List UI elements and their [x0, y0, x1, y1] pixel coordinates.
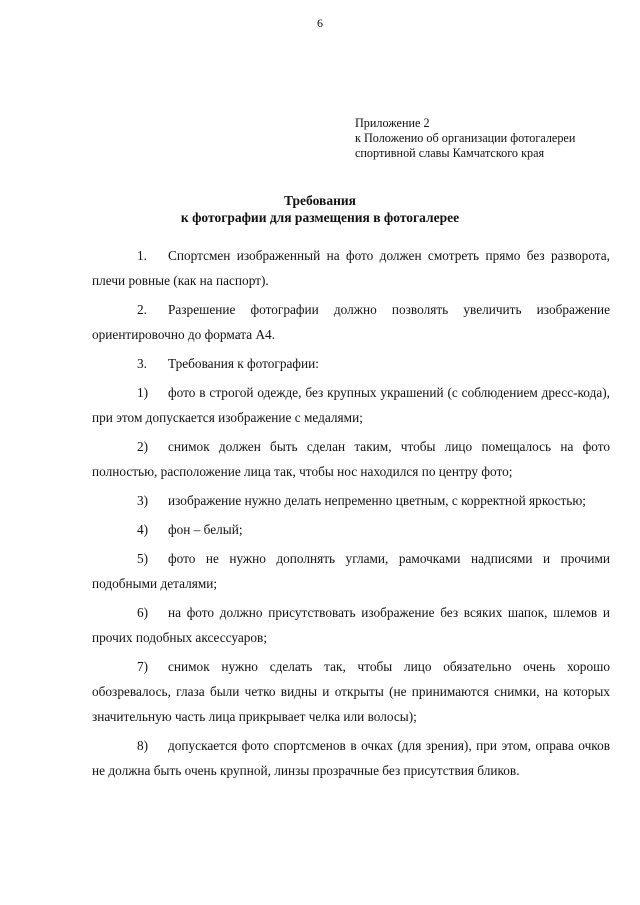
- item-number: 1.: [137, 248, 147, 263]
- list-item: [92, 488, 610, 513]
- item-text: фото не нужно дополнять углами, рамочками надписями и прочими подобными деталями;: [92, 551, 610, 591]
- list-item: [92, 297, 610, 347]
- title-line-1: Требования: [284, 193, 356, 208]
- item-number: 3): [137, 493, 149, 508]
- list-item: [92, 243, 610, 293]
- document-body: [92, 243, 610, 787]
- document-title: [0, 192, 640, 226]
- item-text: допускается фото спортсменов в очках (для зрения), при этом, оправа очков не должна быть очень крупной, линзы прозрачные без присутствия бликов.: [92, 738, 610, 778]
- list-item: [92, 517, 610, 542]
- item-text: Требования к фотографии:: [168, 356, 319, 371]
- item-text: Спортсмен изображенный на фото должен смотреть прямо без разворота, плечи ровные (как на паспорт).: [92, 248, 610, 288]
- appendix-line-3: спортивной славы Камчатского края: [355, 146, 545, 160]
- list-item: [92, 733, 610, 783]
- item-number: 2.: [137, 302, 147, 317]
- appendix-header: [355, 116, 575, 161]
- title-line-2: к фотографии для размещения в фотогалерее: [180, 210, 460, 225]
- item-text: снимок должен быть сделан таким, чтобы лицо помещалось на фото полностью, расположение лица так, чтобы нос находился по центру фото;: [92, 439, 610, 479]
- item-number: 4): [137, 522, 149, 537]
- item-number: 6): [137, 605, 149, 620]
- item-number: 3.: [137, 356, 147, 371]
- list-item: [92, 380, 610, 430]
- item-number: 1): [137, 385, 149, 400]
- appendix-line-2: к Положенио об организации фотогалереи: [355, 131, 576, 145]
- item-number: 8): [137, 738, 149, 753]
- item-text: фон – белый;: [168, 522, 243, 537]
- list-item: [92, 351, 610, 376]
- item-text: на фото должно присутствовать изображение без всяких шапок, шлемов и прочих подобных аксессуаров;: [92, 605, 610, 645]
- item-text: Разрешение фотографии должно позволять увеличить изображение ориентировочно до формата А4.: [92, 302, 610, 342]
- list-item: [92, 600, 610, 650]
- appendix-line-1: Приложение 2: [355, 116, 430, 130]
- list-item: [92, 434, 610, 484]
- page-number: 6: [317, 16, 323, 30]
- list-item: [92, 654, 610, 729]
- item-number: 5): [137, 551, 149, 566]
- item-number: 2): [137, 439, 149, 454]
- item-text: снимок нужно сделать так, чтобы лицо обязательно очень хорошо обозревалось, глаза были четко видны и открыты (не принимаются снимки, на которых значительную часть лица прикрывает челка или волосы);: [92, 659, 610, 724]
- item-text: изображение нужно делать непременно цветным, с корректной яркостью;: [168, 493, 586, 508]
- item-text: фото в строгой одежде, без крупных украшений (с соблюдением дресс-кода), при этом допускается изображение с медалями;: [92, 385, 610, 425]
- list-item: [92, 546, 610, 596]
- item-number: 7): [137, 659, 149, 674]
